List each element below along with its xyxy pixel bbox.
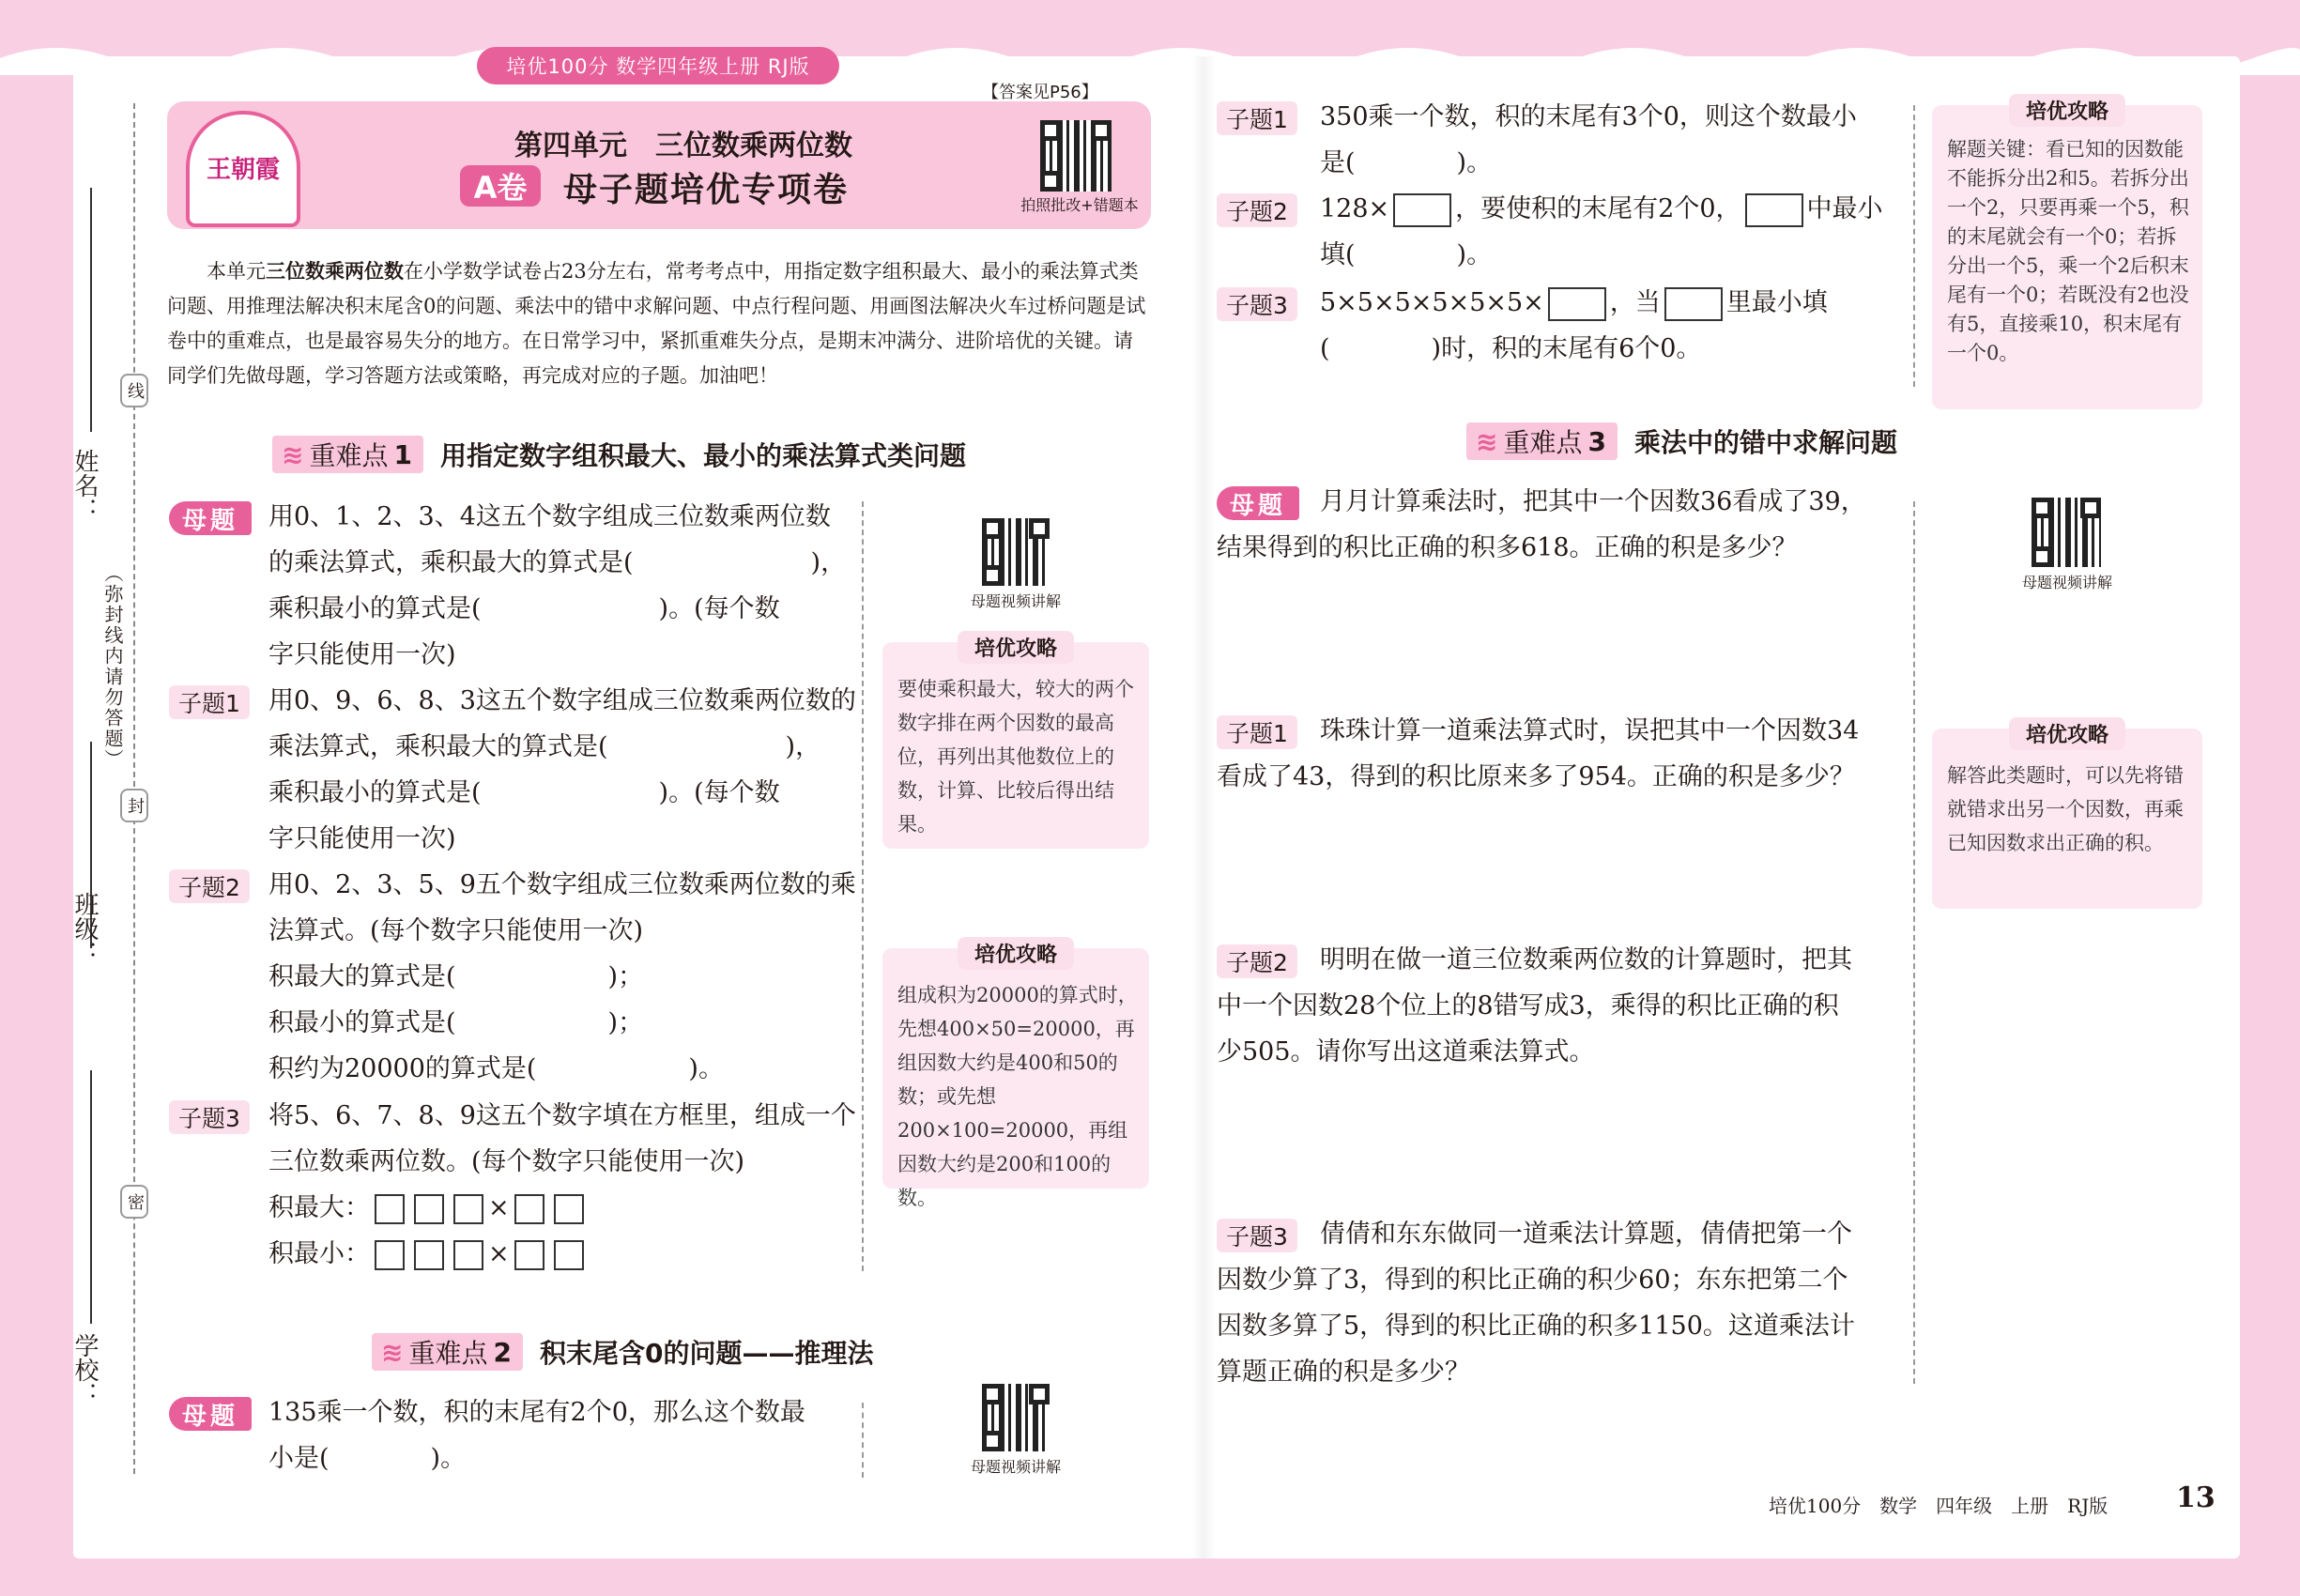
section-2-title: 积末尾含0的问题——推理法 [539,1338,874,1369]
s2-sub2-question: 128× ，要使积的末尾有2个0， 中最小 填( )。 [1320,194,1883,269]
tip-box-4 [1932,724,2202,909]
answer-box[interactable] [453,1240,483,1270]
s3-sub3-question: 倩倩和东东做同一道乘法计算题，倩倩把第一个 因数少算了3，得到的积比正确的积少60；东东把第二个 因数多算了5，得到的积比正确的积多1150。这道乘法计 算题正确的积是多少？ [1217,1220,1855,1387]
s3-sub1-tag: 子题1 [1217,715,1297,749]
s1-mother-question: 用0、1、2、3、4这五个数字组成三位数乘两位数 的乘法算式，乘积最大的算式是( )， 乘积最小的算式是( )。(每个数 字只能使用一次) [268,502,847,669]
q3-min-row: 积最小： × [268,1231,851,1277]
s2-sub1-question: 350乘一个数，积的末尾有3个0，则这个数最小 是( )。 [1320,102,1857,177]
unit-title: 第四单元 三位数乘两位数 [514,130,852,162]
grading-qr-caption: 拍照批改+错题本 [1020,196,1139,214]
tip-body-1: 要使乘积最大，较大的两个数字排在两个因数的最高位，再列出其他数位上的数，计算、比较后得出结果。 [897,678,1134,836]
binding-mark-mi: 密 [120,1185,148,1219]
tip-body-3: 解题关键：看已知的因数能不能拆分出2和5。若拆分出一个2，只要再乘一个5，积的末尾就会有一个0；若拆分出一个5，乘一个2后积末尾有一个0；若既没有2也没有5，直接乘10，积末尾有一个0。 [1947,138,2189,364]
s1-sub1-tag: 子题1 [169,685,250,719]
video-qr-code-3[interactable] [2032,498,2101,567]
blank-box[interactable] [1664,287,1723,321]
video-qr-caption-2: 母题视频讲解 [970,1458,1061,1476]
volume-badge: A卷 [460,165,541,207]
answer-box[interactable] [375,1240,405,1270]
footer-series: 培优100分 数学 四年级 上册 RJ版 [1769,1495,2108,1517]
tip-box-1 [882,637,1149,849]
binding-note: （弥封线内请勿答题） [101,563,124,770]
unit-introduction [167,253,1151,393]
name-label: 姓名： [70,449,99,522]
wave-icon: ≋ [1476,425,1498,457]
answer-box[interactable] [453,1194,483,1224]
section-3-badge: ≋ 重难点 3 [1466,422,1618,460]
answer-box[interactable] [375,1194,405,1224]
tip-title: 培优攻略 [2009,717,2125,750]
wave-icon: ≋ [381,1336,404,1368]
logo-text: 王朝霞 [207,156,281,184]
answer-box[interactable] [514,1240,544,1270]
s2-sub3-tag: 子题3 [1217,287,1297,321]
tip-box-3 [1932,100,2202,409]
s1-sub3-question: 将5、6、7、8、9这五个数字填在方框里，组成一个 三位数乘两位数。(每个数字只能使用一次) 积最大： × 积最小： × [268,1093,851,1277]
answer-reference: 【答案见P56】 [982,83,1098,102]
intro-bold: 三位数乘两位数 [266,259,404,283]
binding-mark-xian: 线 [120,374,148,407]
section-1-badge: ≋ 重难点 1 [272,436,423,473]
answer-box[interactable] [514,1194,544,1224]
section-3-title: 乘法中的错中求解问题 [1633,427,1897,458]
section-2-heading [372,1331,873,1373]
tip-title: 培优攻略 [2009,94,2125,127]
intro-text: 在小学数学试卷占23分左右，常考考点中，用指定数字组积最大、最小的乘法算式类问题、用推理法解决积末尾含0的问题、乘法中的错中求解问题、中点行程问题、用画图法解决火车过桥问题是试卷中的重难点，也是最容易失分的地方。在日常学习中，紧抓重难失分点，是期末冲满分、进阶培优的关键。请同学们先做母题，学习答题方法或策略，再完成对应的子题。加油吧！ [167,260,1146,387]
answer-box[interactable] [414,1240,444,1270]
section-1-title: 用指定数字组积最大、最小的乘法算式类问题 [439,440,966,471]
intro-lead: 本单元 [207,260,266,283]
column-divider [1913,501,1915,1384]
s2-mother-question: 135乘一个数，积的末尾有2个0，那么这个数最 小是( )。 [268,1398,805,1473]
video-qr-code-2[interactable] [982,1384,1050,1451]
s1-sub3-tag: 子题3 [169,1100,250,1134]
brand-logo [186,111,300,227]
video-qr-caption-1: 母题视频讲解 [970,592,1061,610]
answer-box[interactable] [414,1194,444,1224]
blank-box[interactable] [1393,193,1451,227]
answer-box[interactable] [554,1194,584,1224]
s2-sub3-question: 5×5×5×5×5×5× ，当 里最小填 ( )时，积的末尾有6个0。 [1320,288,1828,363]
tip-title: 培优攻略 [958,937,1074,970]
video-qr-caption-3: 母题视频讲解 [2021,574,2112,591]
s1-sub2-tag: 子题2 [169,869,250,903]
name-underline [90,188,92,432]
wave-icon: ≋ [282,438,304,470]
q3-max-row: 积最大： × [268,1185,851,1231]
tip-body-4: 解答此类题时，可以先将错就错求出另一个因数，再乘已知因数求出正确的积。 [1947,764,2184,854]
main-title: 母子题培优专项卷 [563,171,850,209]
tip-box-2 [882,944,1149,1209]
column-divider [862,1403,864,1478]
s2-mother-tag: 母题 [169,1397,252,1431]
tip-title: 培优攻略 [958,631,1074,664]
grading-qr-code[interactable] [1040,120,1112,192]
page-number: 13 [2176,1481,2216,1514]
s3-mother-tag: 母题 [1217,486,1299,520]
section-2-badge: ≋ 重难点 2 [372,1333,523,1371]
s3-sub2-question: 明明在做一道三位数乘两位数的计算题时，把其 中一个因数28个位上的8错写成3，乘得的积比正确的积 少505。请你写出这道乘法算式。 [1217,945,1852,1067]
video-qr-code-1[interactable] [982,518,1050,586]
blank-box[interactable] [1745,193,1803,227]
header-series-pill: 培优100分 数学四年级上册 RJ版 [477,47,839,84]
s2-sub2-tag: 子题2 [1217,193,1297,227]
section-1-heading [272,434,966,475]
s3-mother-question: 月月计算乘法时，把其中一个因数36看成了39， 结果得到的积比正确的积多618。正确的积是多少？ [1217,487,1866,562]
column-divider [1913,105,1915,387]
s3-sub2-tag: 子题2 [1217,944,1297,978]
section-3-heading [1466,421,1897,462]
s3-sub3-tag: 子题3 [1217,1219,1297,1252]
school-label: 学校： [70,1333,99,1406]
s3-sub1-question: 珠珠计算一道乘法算式时，误把其中一个因数34 看成了43，得到的积比原来多了954。正确的积是多少？ [1217,716,1860,791]
blank-box[interactable] [1548,287,1606,321]
s2-sub1-tag: 子题1 [1217,101,1297,135]
center-fold [1192,56,1215,1558]
s1-sub1-question: 用0、9、6、8、3这五个数字组成三位数乘两位数的 乘法算式，乘积最大的算式是( )， 乘积最小的算式是( )。(每个数 字只能使用一次) [268,686,856,853]
s1-sub2-question: 用0、2、3、5、9五个数字组成三位数乘两位数的乘 法算式。(每个数字只能使用一次) 积最大的算式是( )； 积最小的算式是( )； 积约为20000的算式是( )。 [268,870,856,1083]
tip-body-2: 组成积为20000的算式时，先想400×50=20000，再组因数大约是400和50的数；或先想200×100=20000，再组因数大约是200和100的数。 [897,984,1138,1209]
class-label: 班级： [70,892,99,965]
answer-box[interactable] [554,1240,584,1270]
s1-mother-tag: 母题 [169,501,252,535]
column-divider [862,501,864,1271]
binding-mark-feng: 封 [120,789,148,822]
school-underline [90,1070,92,1324]
